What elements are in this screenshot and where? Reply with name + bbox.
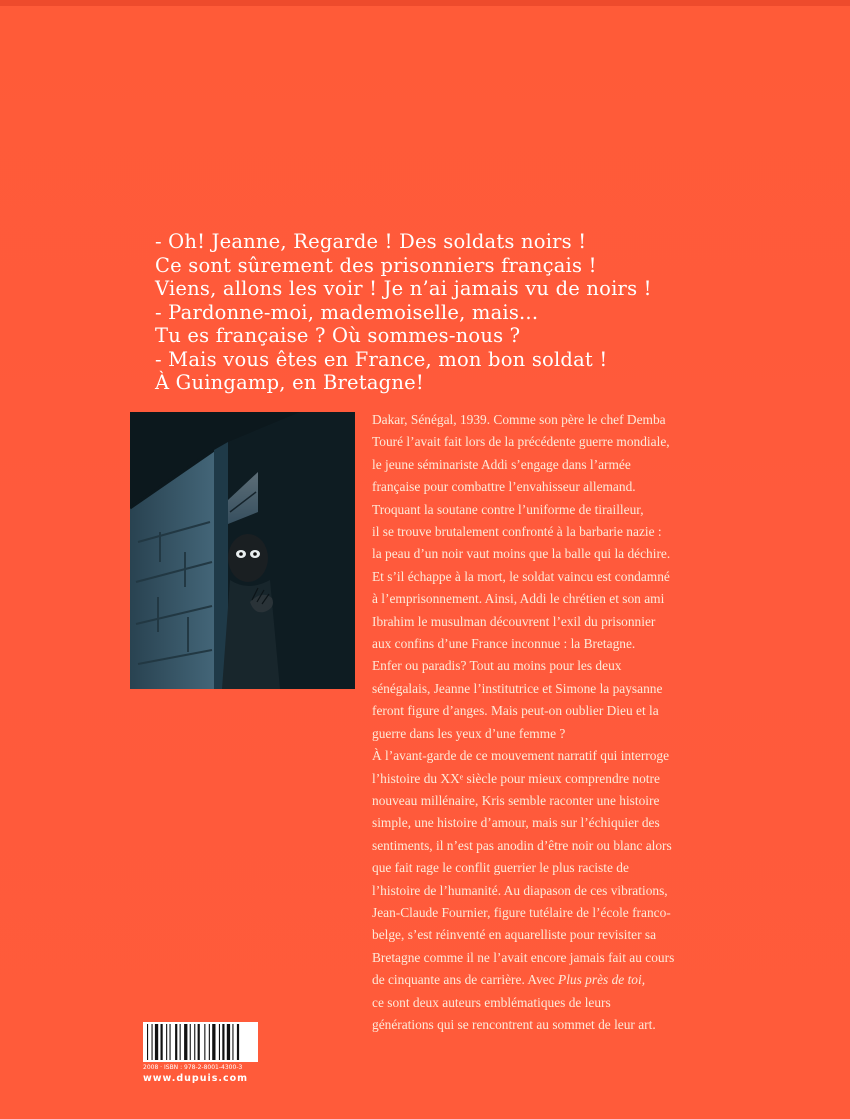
barcode-bar [170, 1024, 171, 1060]
quote-line: - Mais vous êtes en France, mon bon soldat ! [155, 347, 608, 371]
barcode-bar [190, 1024, 191, 1060]
synopsis-line: belge, s’est réinventé en aquarelliste pour revisiter sa [372, 927, 657, 943]
synopsis-line: sentiments, il n’est pas anodin d’être noir ou blanc alors [372, 837, 672, 853]
synopsis-line: Ibrahim le musulman découvrent l’exil du prisonnier [372, 613, 656, 629]
synopsis-line: Touré l’avait fait lors de la précédente guerre mondiale, [372, 434, 670, 450]
synopsis-text [372, 409, 732, 1036]
synopsis-line: Jean-Claude Fournier, figure tutélaire de l’école franco- [372, 904, 671, 920]
quote-line: Tu es française ? Où sommes-nous ? [155, 324, 521, 347]
synopsis-line: la peau d’un noir vaut moins que la balle qui la déchire. [372, 546, 671, 562]
barcode-bar [180, 1024, 181, 1060]
synopsis-line: il se trouve brutalement confronté à la barbarie nazie : [372, 524, 662, 540]
synopsis-line: Dakar, Sénégal, 1939. Comme son père le chef Demba [372, 412, 666, 427]
barcode-bar [237, 1024, 239, 1060]
publisher-website: www.dupuis.com [143, 1073, 249, 1084]
barcode-bar [198, 1024, 200, 1060]
quote-line: - Oh! Jeanne, Regarde ! Des soldats noirs ! [155, 230, 587, 253]
comic-panel-illustration [130, 412, 355, 689]
synopsis-line: nouveau millénaire, Kris semble raconter une histoire [372, 792, 660, 808]
synopsis-line: guerre dans les yeux d’une femme ? [372, 725, 566, 741]
quote-line: - Pardonne-moi, mademoiselle, mais... [155, 300, 539, 324]
synopsis-line: l’histoire de l’humanité. Au diapason de ces vibrations, [372, 882, 668, 898]
barcode-bar [147, 1024, 148, 1060]
barcode-bar [194, 1024, 195, 1060]
synopsis-line: Troquant la soutane contre l’uniforme de tirailleur, [372, 501, 644, 517]
barcode-bar [209, 1024, 210, 1060]
barcode-bar [152, 1024, 153, 1060]
synopsis-line: le jeune séminariste Addi s’engage dans l’armée [372, 456, 631, 472]
synopsis-line: simple, une histoire d’amour, mais sur l’échiquier des [372, 815, 660, 831]
synopsis-line: que fait rage le conflit guerrier le plus raciste de [372, 860, 629, 876]
synopsis-line-with-title [372, 969, 732, 991]
synopsis-line: ce sont deux auteurs emblématiques de leurs [372, 994, 611, 1010]
book-title: Plus près de toi, [558, 972, 646, 988]
synopsis-line: Enfer ou paradis? Tout au moins pour les deux [372, 658, 622, 674]
synopsis-line: française pour combattre l’envahisseur allemand. [372, 479, 636, 495]
barcode-bar [184, 1024, 187, 1060]
quote-line: Ce sont sûrement des prisonniers français ! [155, 253, 597, 277]
synopsis-line: aux confins d’une France inconnue : la Bretagne. [372, 636, 636, 652]
synopsis-line: l’histoire du XXᵉ siècle pour mieux comprendre notre [372, 770, 660, 786]
barcode-block [143, 1022, 258, 1082]
barcode-bar [212, 1024, 215, 1060]
isbn-number: 2008 · ISBN : 978-2-8001-4300-3 [143, 1064, 243, 1071]
barcode-bar [175, 1024, 177, 1060]
synopsis-line: Bretagne comme il ne l’avait encore jamais fait au cours [372, 949, 675, 965]
synopsis-line: À l’avant-garde de ce mouvement narratif qui interroge [372, 748, 670, 764]
synopsis-line: à l’emprisonnement. Ainsi, Addi le chrétien et son ami [372, 591, 665, 607]
barcode-icon [143, 1022, 258, 1062]
barcode-bar [222, 1024, 224, 1060]
synopsis-text-fragment: de cinquante ans de carrière. Avec [372, 972, 559, 988]
soldier-at-window-illustration [130, 412, 355, 689]
synopsis-line: générations qui se rencontrent au sommet de leur art. [372, 1016, 656, 1032]
quote-line: Viens, allons les voir ! Je n’ai jamais vu de noirs ! [155, 277, 652, 300]
barcode-bar [227, 1024, 230, 1060]
synopsis-line: sénégalais, Jeanne l’institutrice et Simone la paysanne [372, 680, 663, 696]
quote-line: À Guingamp, en Bretagne! [155, 371, 424, 394]
synopsis-line: Et s’il échappe à la mort, le soldat vaincu est condamné [372, 568, 670, 584]
barcode-bar [219, 1024, 220, 1060]
barcode-bar [204, 1024, 205, 1060]
barcode-bar [232, 1024, 233, 1060]
barcode-bar [155, 1024, 158, 1060]
barcode-bar [161, 1024, 163, 1060]
synopsis-line: feront figure d’anges. Mais peut-on oublier Dieu et la [372, 703, 659, 719]
dialogue-quote [155, 230, 715, 395]
cover-top-edge [0, 0, 850, 6]
barcode-bar [166, 1024, 167, 1060]
